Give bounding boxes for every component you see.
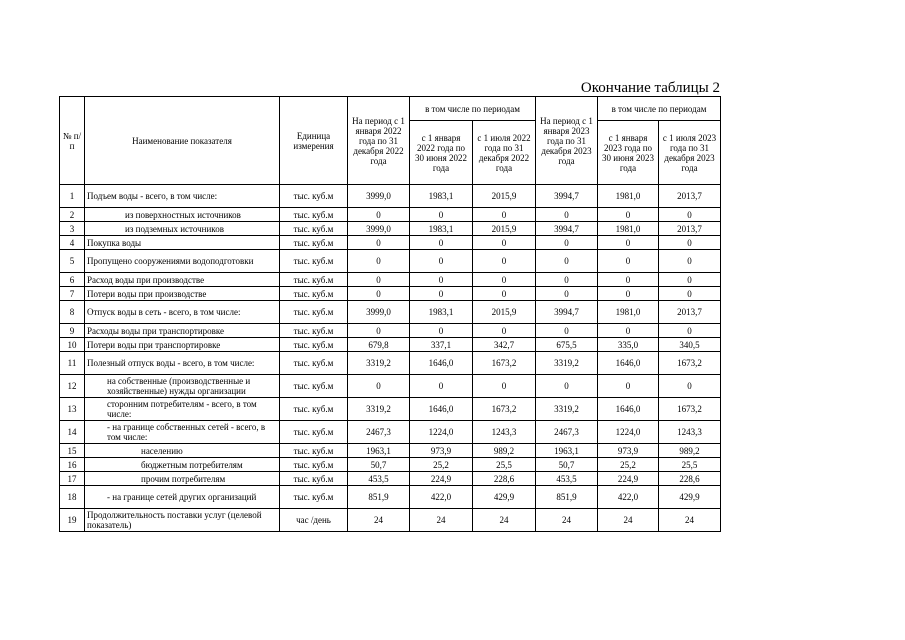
row-value: 0	[659, 375, 721, 398]
table-row	[60, 208, 721, 222]
row-name: - на границе сетей других организаций	[85, 486, 280, 509]
row-value: 1646,0	[598, 352, 659, 375]
row-value: 0	[659, 324, 721, 338]
row-value: 0	[473, 375, 536, 398]
row-value: 0	[348, 287, 410, 301]
row-value: 1983,1	[410, 222, 473, 236]
row-value: 1963,1	[348, 444, 410, 458]
row-value: 0	[410, 250, 473, 273]
row-value: 2015,9	[473, 185, 536, 208]
row-value: 2015,9	[473, 301, 536, 324]
row-name: из подземных источников	[85, 222, 280, 236]
table-row	[60, 398, 721, 421]
row-value: 0	[536, 273, 598, 287]
row-value: 3319,2	[536, 352, 598, 375]
row-number: 13	[60, 398, 85, 421]
row-value: 228,6	[473, 472, 536, 486]
row-number: 18	[60, 486, 85, 509]
row-name: - на границе собственных сетей - всего, в том числе:	[85, 421, 280, 444]
header-h1-2023: с 1 января 2023 года по 30 июня 2023 года	[598, 121, 659, 185]
row-value: 24	[536, 509, 598, 532]
row-value: 0	[659, 273, 721, 287]
row-value: 0	[410, 324, 473, 338]
row-value: 1963,1	[536, 444, 598, 458]
row-value: 1243,3	[473, 421, 536, 444]
row-number: 15	[60, 444, 85, 458]
row-value: 679,8	[348, 338, 410, 352]
table-row	[60, 338, 721, 352]
row-unit: тыс. куб.м	[280, 421, 348, 444]
row-number: 8	[60, 301, 85, 324]
row-value: 2013,7	[659, 185, 721, 208]
header-num: № п/п	[60, 97, 85, 185]
row-value: 0	[598, 208, 659, 222]
row-name: Отпуск воды в сеть - всего, в том числе:	[85, 301, 280, 324]
row-value: 989,2	[473, 444, 536, 458]
row-value: 0	[598, 375, 659, 398]
row-value: 851,9	[536, 486, 598, 509]
row-value: 973,9	[598, 444, 659, 458]
row-value: 25,5	[659, 458, 721, 472]
table-row	[60, 301, 721, 324]
table-row	[60, 324, 721, 338]
row-value: 2467,3	[536, 421, 598, 444]
header-name: Наименование показателя	[85, 97, 280, 185]
row-value: 3994,7	[536, 185, 598, 208]
row-number: 12	[60, 375, 85, 398]
row-unit: тыс. куб.м	[280, 273, 348, 287]
row-name: Потери воды при производстве	[85, 287, 280, 301]
row-value: 0	[659, 250, 721, 273]
row-value: 1983,1	[410, 301, 473, 324]
row-unit: тыс. куб.м	[280, 472, 348, 486]
row-unit: тыс. куб.м	[280, 301, 348, 324]
water-balance-table	[59, 96, 721, 532]
row-unit: тыс. куб.м	[280, 458, 348, 472]
row-value: 0	[348, 324, 410, 338]
row-value: 0	[410, 375, 473, 398]
row-value: 0	[598, 250, 659, 273]
row-value: 3999,0	[348, 185, 410, 208]
table-row	[60, 185, 721, 208]
row-unit: тыс. куб.м	[280, 352, 348, 375]
row-number: 19	[60, 509, 85, 532]
row-value: 1646,0	[410, 352, 473, 375]
row-value: 0	[348, 273, 410, 287]
row-value: 0	[536, 287, 598, 301]
row-value: 0	[536, 324, 598, 338]
row-value: 24	[598, 509, 659, 532]
row-name: Продолжительность поставки услуг (целевой показатель)	[85, 509, 280, 532]
row-value: 0	[473, 236, 536, 250]
row-value: 0	[410, 287, 473, 301]
row-value: 3999,0	[348, 222, 410, 236]
row-value: 224,9	[410, 472, 473, 486]
row-name: Подъем воды - всего, в том числе:	[85, 185, 280, 208]
row-value: 1673,2	[473, 352, 536, 375]
row-value: 0	[536, 208, 598, 222]
header-unit: Единица измерения	[280, 97, 348, 185]
row-number: 7	[60, 287, 85, 301]
row-unit: тыс. куб.м	[280, 287, 348, 301]
header-h1-2022: с 1 января 2022 года по 30 июня 2022 года	[410, 121, 473, 185]
row-value: 0	[473, 273, 536, 287]
row-value: 0	[410, 273, 473, 287]
row-value: 3319,2	[348, 398, 410, 421]
row-value: 851,9	[348, 486, 410, 509]
row-value: 24	[473, 509, 536, 532]
row-value: 422,0	[410, 486, 473, 509]
row-value: 0	[598, 273, 659, 287]
row-value: 0	[536, 236, 598, 250]
row-value: 3999,0	[348, 301, 410, 324]
row-value: 25,2	[410, 458, 473, 472]
row-number: 4	[60, 236, 85, 250]
row-name: прочим потребителям	[85, 472, 280, 486]
row-value: 0	[348, 208, 410, 222]
row-value: 2013,7	[659, 301, 721, 324]
row-value: 2467,3	[348, 421, 410, 444]
row-value: 3994,7	[536, 301, 598, 324]
header-h2-2023: с 1 июля 2023 года по 31 декабря 2023 года	[659, 121, 721, 185]
row-name: бюджетным потребителям	[85, 458, 280, 472]
row-value: 50,7	[536, 458, 598, 472]
row-value: 453,5	[536, 472, 598, 486]
row-value: 228,6	[659, 472, 721, 486]
row-unit: тыс. куб.м	[280, 236, 348, 250]
row-value: 1673,2	[659, 352, 721, 375]
row-value: 1981,0	[598, 185, 659, 208]
row-value: 0	[348, 375, 410, 398]
row-value: 1224,0	[410, 421, 473, 444]
row-value: 0	[473, 324, 536, 338]
table-row	[60, 472, 721, 486]
row-number: 10	[60, 338, 85, 352]
row-number: 17	[60, 472, 85, 486]
row-unit: тыс. куб.м	[280, 324, 348, 338]
row-value: 0	[659, 236, 721, 250]
table-row	[60, 421, 721, 444]
row-value: 453,5	[348, 472, 410, 486]
row-value: 3319,2	[536, 398, 598, 421]
row-name: из поверхностных источников	[85, 208, 280, 222]
row-number: 9	[60, 324, 85, 338]
row-name: Полезный отпуск воды - всего, в том числе:	[85, 352, 280, 375]
row-value: 0	[659, 287, 721, 301]
table-row	[60, 486, 721, 509]
row-value: 1981,0	[598, 222, 659, 236]
row-value: 24	[410, 509, 473, 532]
table-row	[60, 222, 721, 236]
row-value: 2013,7	[659, 222, 721, 236]
row-name: Покупка воды	[85, 236, 280, 250]
row-number: 1	[60, 185, 85, 208]
row-value: 0	[536, 375, 598, 398]
table-row	[60, 375, 721, 398]
row-value: 25,2	[598, 458, 659, 472]
row-name: Расход воды при производстве	[85, 273, 280, 287]
row-value: 3319,2	[348, 352, 410, 375]
row-value: 973,9	[410, 444, 473, 458]
row-number: 14	[60, 421, 85, 444]
row-value: 25,5	[473, 458, 536, 472]
row-value: 3994,7	[536, 222, 598, 236]
header-h2-2022: с 1 июля 2022 года по 31 декабря 2022 года	[473, 121, 536, 185]
table-row	[60, 236, 721, 250]
row-value: 0	[348, 250, 410, 273]
row-value: 340,5	[659, 338, 721, 352]
header-incl-2022: в том числе по периодам	[410, 97, 536, 121]
row-value: 989,2	[659, 444, 721, 458]
row-value: 0	[473, 208, 536, 222]
row-value: 1673,2	[659, 398, 721, 421]
row-value: 342,7	[473, 338, 536, 352]
row-unit: тыс. куб.м	[280, 444, 348, 458]
row-value: 337,1	[410, 338, 473, 352]
row-value: 0	[410, 208, 473, 222]
row-value: 1646,0	[410, 398, 473, 421]
row-value: 0	[536, 250, 598, 273]
row-name: сторонним потребителям - всего, в том числе:	[85, 398, 280, 421]
row-value: 0	[598, 287, 659, 301]
row-unit: тыс. куб.м	[280, 486, 348, 509]
table-caption: Окончание таблицы 2	[580, 80, 720, 96]
row-number: 6	[60, 273, 85, 287]
table-row	[60, 273, 721, 287]
row-number: 3	[60, 222, 85, 236]
row-name: Пропущено сооружениями водоподготовки	[85, 250, 280, 273]
row-value: 1673,2	[473, 398, 536, 421]
row-value: 0	[410, 236, 473, 250]
row-value: 0	[473, 250, 536, 273]
row-value: 1243,3	[659, 421, 721, 444]
table-row	[60, 287, 721, 301]
row-value: 0	[473, 287, 536, 301]
header-incl-2023: в том числе по периодам	[598, 97, 721, 121]
header-period-2022: На период с 1 января 2022 года по 31 декабря 2022 года	[348, 97, 410, 185]
row-value: 24	[348, 509, 410, 532]
row-unit: тыс. куб.м	[280, 208, 348, 222]
row-value: 0	[659, 208, 721, 222]
row-unit: час /день	[280, 509, 348, 532]
row-value: 0	[598, 236, 659, 250]
row-unit: тыс. куб.м	[280, 185, 348, 208]
table-row	[60, 352, 721, 375]
row-number: 11	[60, 352, 85, 375]
row-value: 429,9	[473, 486, 536, 509]
table-row	[60, 458, 721, 472]
row-name: Потери воды при транспортировке	[85, 338, 280, 352]
header-period-2023: На период с 1 января 2023 года по 31 декабря 2023 года	[536, 97, 598, 185]
row-name: Расходы воды при транспортировке	[85, 324, 280, 338]
row-value: 429,9	[659, 486, 721, 509]
row-value: 50,7	[348, 458, 410, 472]
row-value: 24	[659, 509, 721, 532]
table-row	[60, 509, 721, 532]
table-row	[60, 444, 721, 458]
row-unit: тыс. куб.м	[280, 250, 348, 273]
row-value: 675,5	[536, 338, 598, 352]
row-unit: тыс. куб.м	[280, 398, 348, 421]
table-row	[60, 250, 721, 273]
row-number: 2	[60, 208, 85, 222]
row-value: 1224,0	[598, 421, 659, 444]
row-value: 1981,0	[598, 301, 659, 324]
row-number: 5	[60, 250, 85, 273]
row-value: 1646,0	[598, 398, 659, 421]
table-body	[60, 185, 721, 532]
row-name: на собственные (производственные и хозяйственные) нужды организации	[85, 375, 280, 398]
row-value: 335,0	[598, 338, 659, 352]
row-unit: тыс. куб.м	[280, 375, 348, 398]
row-value: 0	[598, 324, 659, 338]
row-name: населению	[85, 444, 280, 458]
row-unit: тыс. куб.м	[280, 222, 348, 236]
row-number: 16	[60, 458, 85, 472]
row-value: 422,0	[598, 486, 659, 509]
row-value: 1983,1	[410, 185, 473, 208]
row-value: 2015,9	[473, 222, 536, 236]
row-unit: тыс. куб.м	[280, 338, 348, 352]
row-value: 224,9	[598, 472, 659, 486]
row-value: 0	[348, 236, 410, 250]
